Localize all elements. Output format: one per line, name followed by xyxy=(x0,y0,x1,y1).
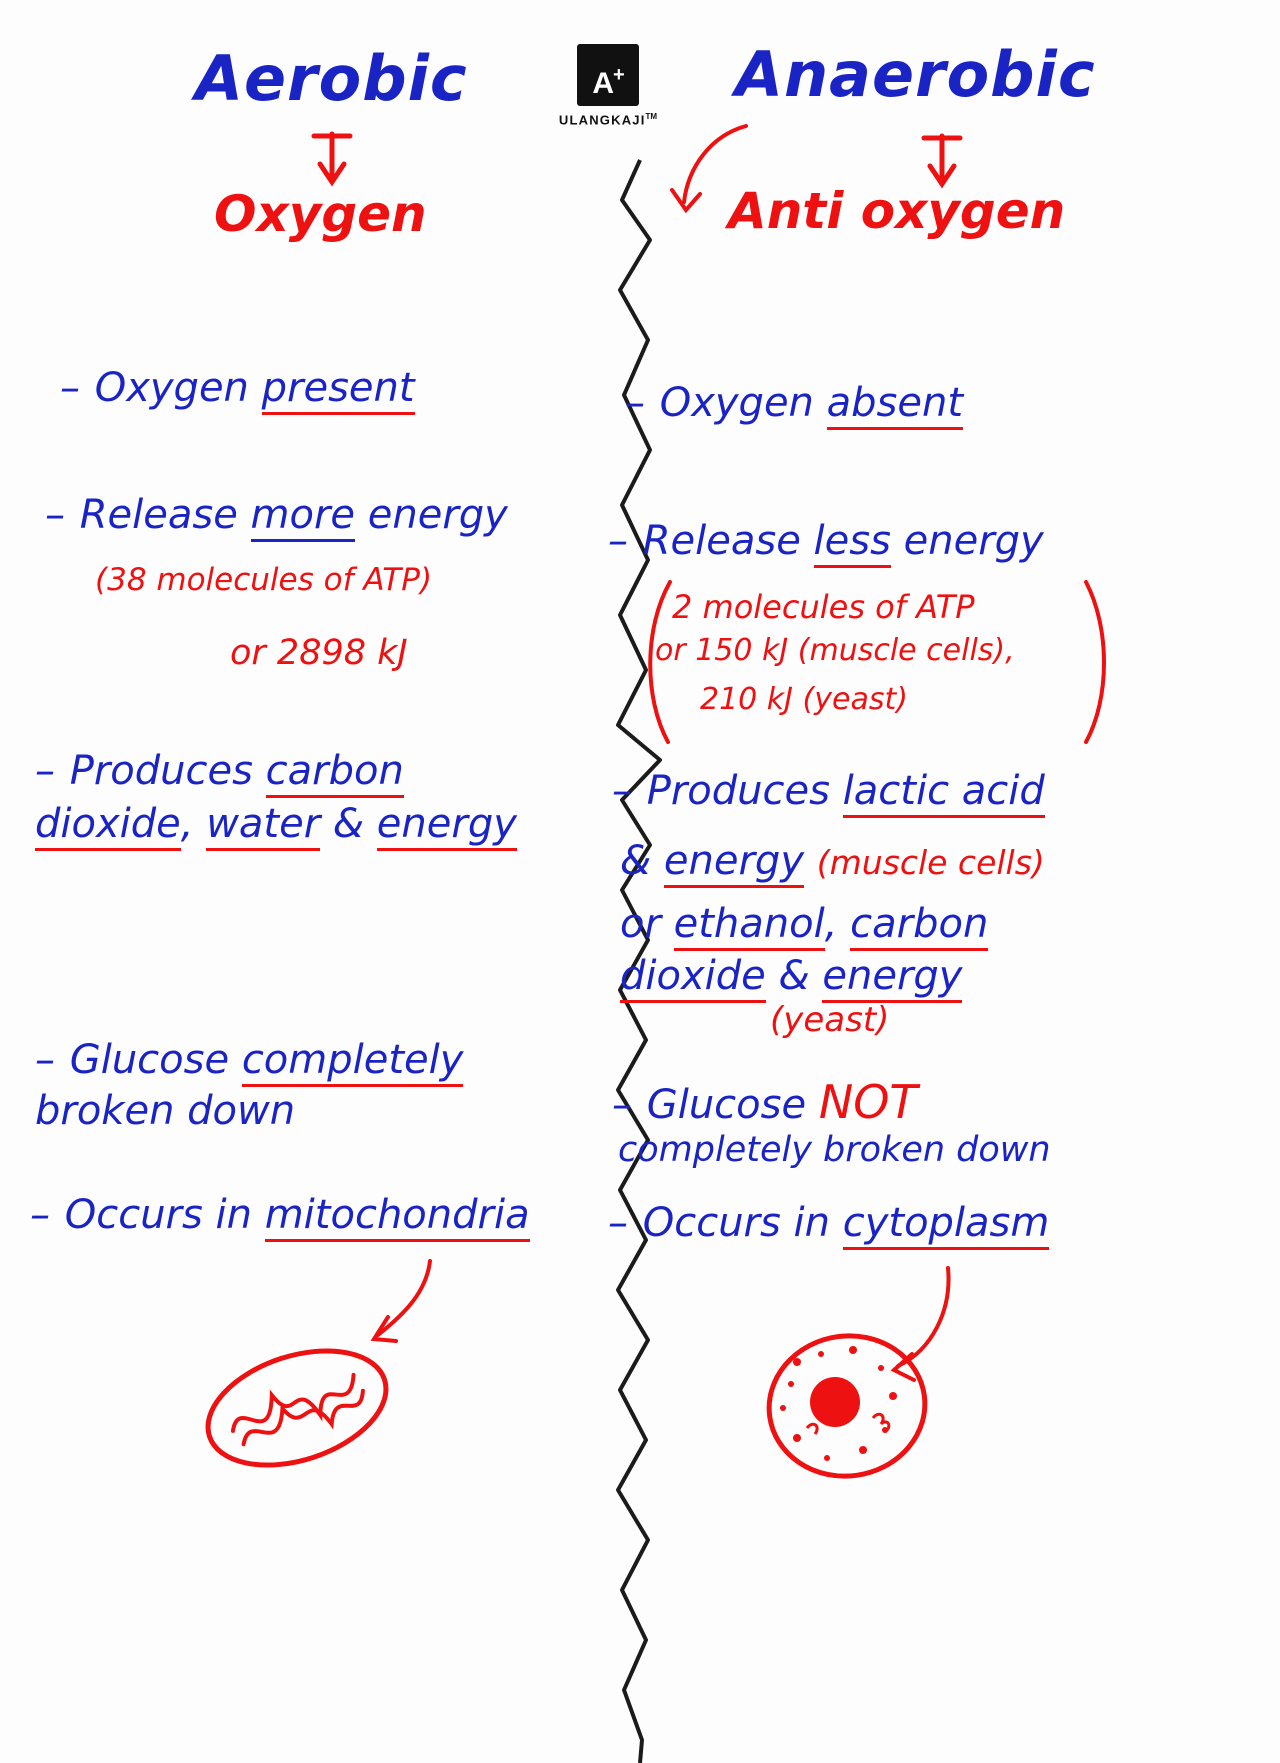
left-item-4-text: Glucose xyxy=(69,1037,242,1083)
right-item-5-underlined-3: energy xyxy=(822,953,962,1003)
left-item-3-dash: – xyxy=(35,748,57,794)
left-item-5 xyxy=(30,1192,590,1239)
right-note-yeast: (yeast) xyxy=(770,1000,890,1040)
right-item-3-underlined: lactic acid xyxy=(843,768,1045,818)
right-note-muscle-cells: (muscle cells) xyxy=(816,843,1045,882)
right-item-8-dash: – xyxy=(608,1200,630,1246)
right-item-5-underlined-2: carbon dioxide xyxy=(620,901,988,1003)
left-item-2-text: Release xyxy=(79,492,251,538)
left-item-5-text: Occurs in xyxy=(64,1192,265,1238)
right-item-6-dash: – xyxy=(612,1082,634,1128)
left-note-1: (38 molecules of ATP) xyxy=(95,562,433,598)
right-item-5-comma: , xyxy=(824,901,851,947)
left-title: Aerobic xyxy=(195,42,468,115)
right-item-5-text: or xyxy=(620,901,674,947)
right-subtitle: Anti oxygen xyxy=(728,182,1066,240)
right-item-1-dash: – xyxy=(625,380,647,426)
right-emphasis-not: NOT xyxy=(818,1075,918,1129)
right-item-6 xyxy=(612,1075,1132,1129)
left-item-1-dash: – xyxy=(60,365,82,411)
right-item-2 xyxy=(608,518,1108,565)
left-item-3-underlined-2: water xyxy=(206,801,320,851)
left-item-2-text-after: energy xyxy=(355,492,508,538)
left-item-4-text-after: broken down xyxy=(35,1088,296,1135)
right-item-5-amp: & xyxy=(765,953,823,999)
left-item-1 xyxy=(60,365,560,412)
right-note-1: 2 molecules of ATP xyxy=(672,588,975,626)
left-item-5-dash: – xyxy=(30,1192,52,1238)
right-item-3-text: Produces xyxy=(646,768,843,814)
right-item-1-underlined: absent xyxy=(827,380,963,430)
left-item-4 xyxy=(35,1035,555,1137)
logo-trademark: TM xyxy=(645,112,658,121)
left-item-3 xyxy=(35,745,555,851)
right-item-2-underlined: less xyxy=(814,518,891,568)
right-note-3: 210 kJ (yeast) xyxy=(700,682,908,717)
right-item-2-dash: – xyxy=(608,518,630,564)
left-item-5-underlined: mitochondria xyxy=(265,1192,530,1242)
left-item-3-text: Produces xyxy=(69,748,266,794)
right-item-4 xyxy=(620,838,1140,885)
left-item-1-underlined: present xyxy=(262,365,415,415)
right-item-2-text-after: energy xyxy=(890,518,1044,564)
left-down-arrow-icon xyxy=(300,130,390,190)
left-item-2 xyxy=(45,492,585,539)
left-item-3-underlined-1: carbon dioxide xyxy=(35,748,404,851)
right-item-3-dash: – xyxy=(612,768,634,814)
left-item-1-text: Oxygen xyxy=(94,365,262,411)
right-item-5-underlined-1: ethanol xyxy=(674,901,825,951)
right-item-5 xyxy=(620,898,1140,1002)
left-item-3-underlined-3: energy xyxy=(377,801,517,851)
logo-mark-plus: + xyxy=(612,64,624,86)
right-item-1-text: Oxygen xyxy=(659,380,827,426)
right-note-2: or 150 kJ (muscle cells), xyxy=(655,633,1015,668)
right-item-8-underlined: cytoplasm xyxy=(843,1200,1050,1250)
right-item-8 xyxy=(608,1200,1128,1247)
right-item-2-text: Release xyxy=(642,518,814,564)
cell-with-nucleus-drawing xyxy=(735,1318,965,1498)
right-item-8-text: Occurs in xyxy=(642,1200,843,1246)
mitochondrion-drawing xyxy=(185,1330,405,1490)
left-item-2-dash: – xyxy=(45,492,67,538)
right-item-6-text: Glucose xyxy=(646,1082,819,1128)
logo-mark-letter: A xyxy=(592,67,613,100)
left-item-4-dash: – xyxy=(35,1037,57,1083)
right-item-7: completely broken down xyxy=(618,1130,1051,1170)
left-item-3-comma: , xyxy=(180,800,207,847)
left-item-4-underlined: completely xyxy=(242,1037,464,1087)
left-note-2: or 2898 kJ xyxy=(230,633,408,673)
right-title: Anaerobic xyxy=(735,38,1096,111)
right-item-1 xyxy=(625,380,1105,427)
right-item-4-text: & xyxy=(620,838,664,884)
logo-brand-name: ULANGKAJI xyxy=(558,112,646,128)
right-item-4-underlined: energy xyxy=(664,838,804,888)
left-item-3-amp: & xyxy=(320,800,377,847)
left-item-2-underlined: more xyxy=(251,492,356,542)
left-subtitle: Oxygen xyxy=(214,185,427,243)
right-item-3 xyxy=(612,768,1112,815)
